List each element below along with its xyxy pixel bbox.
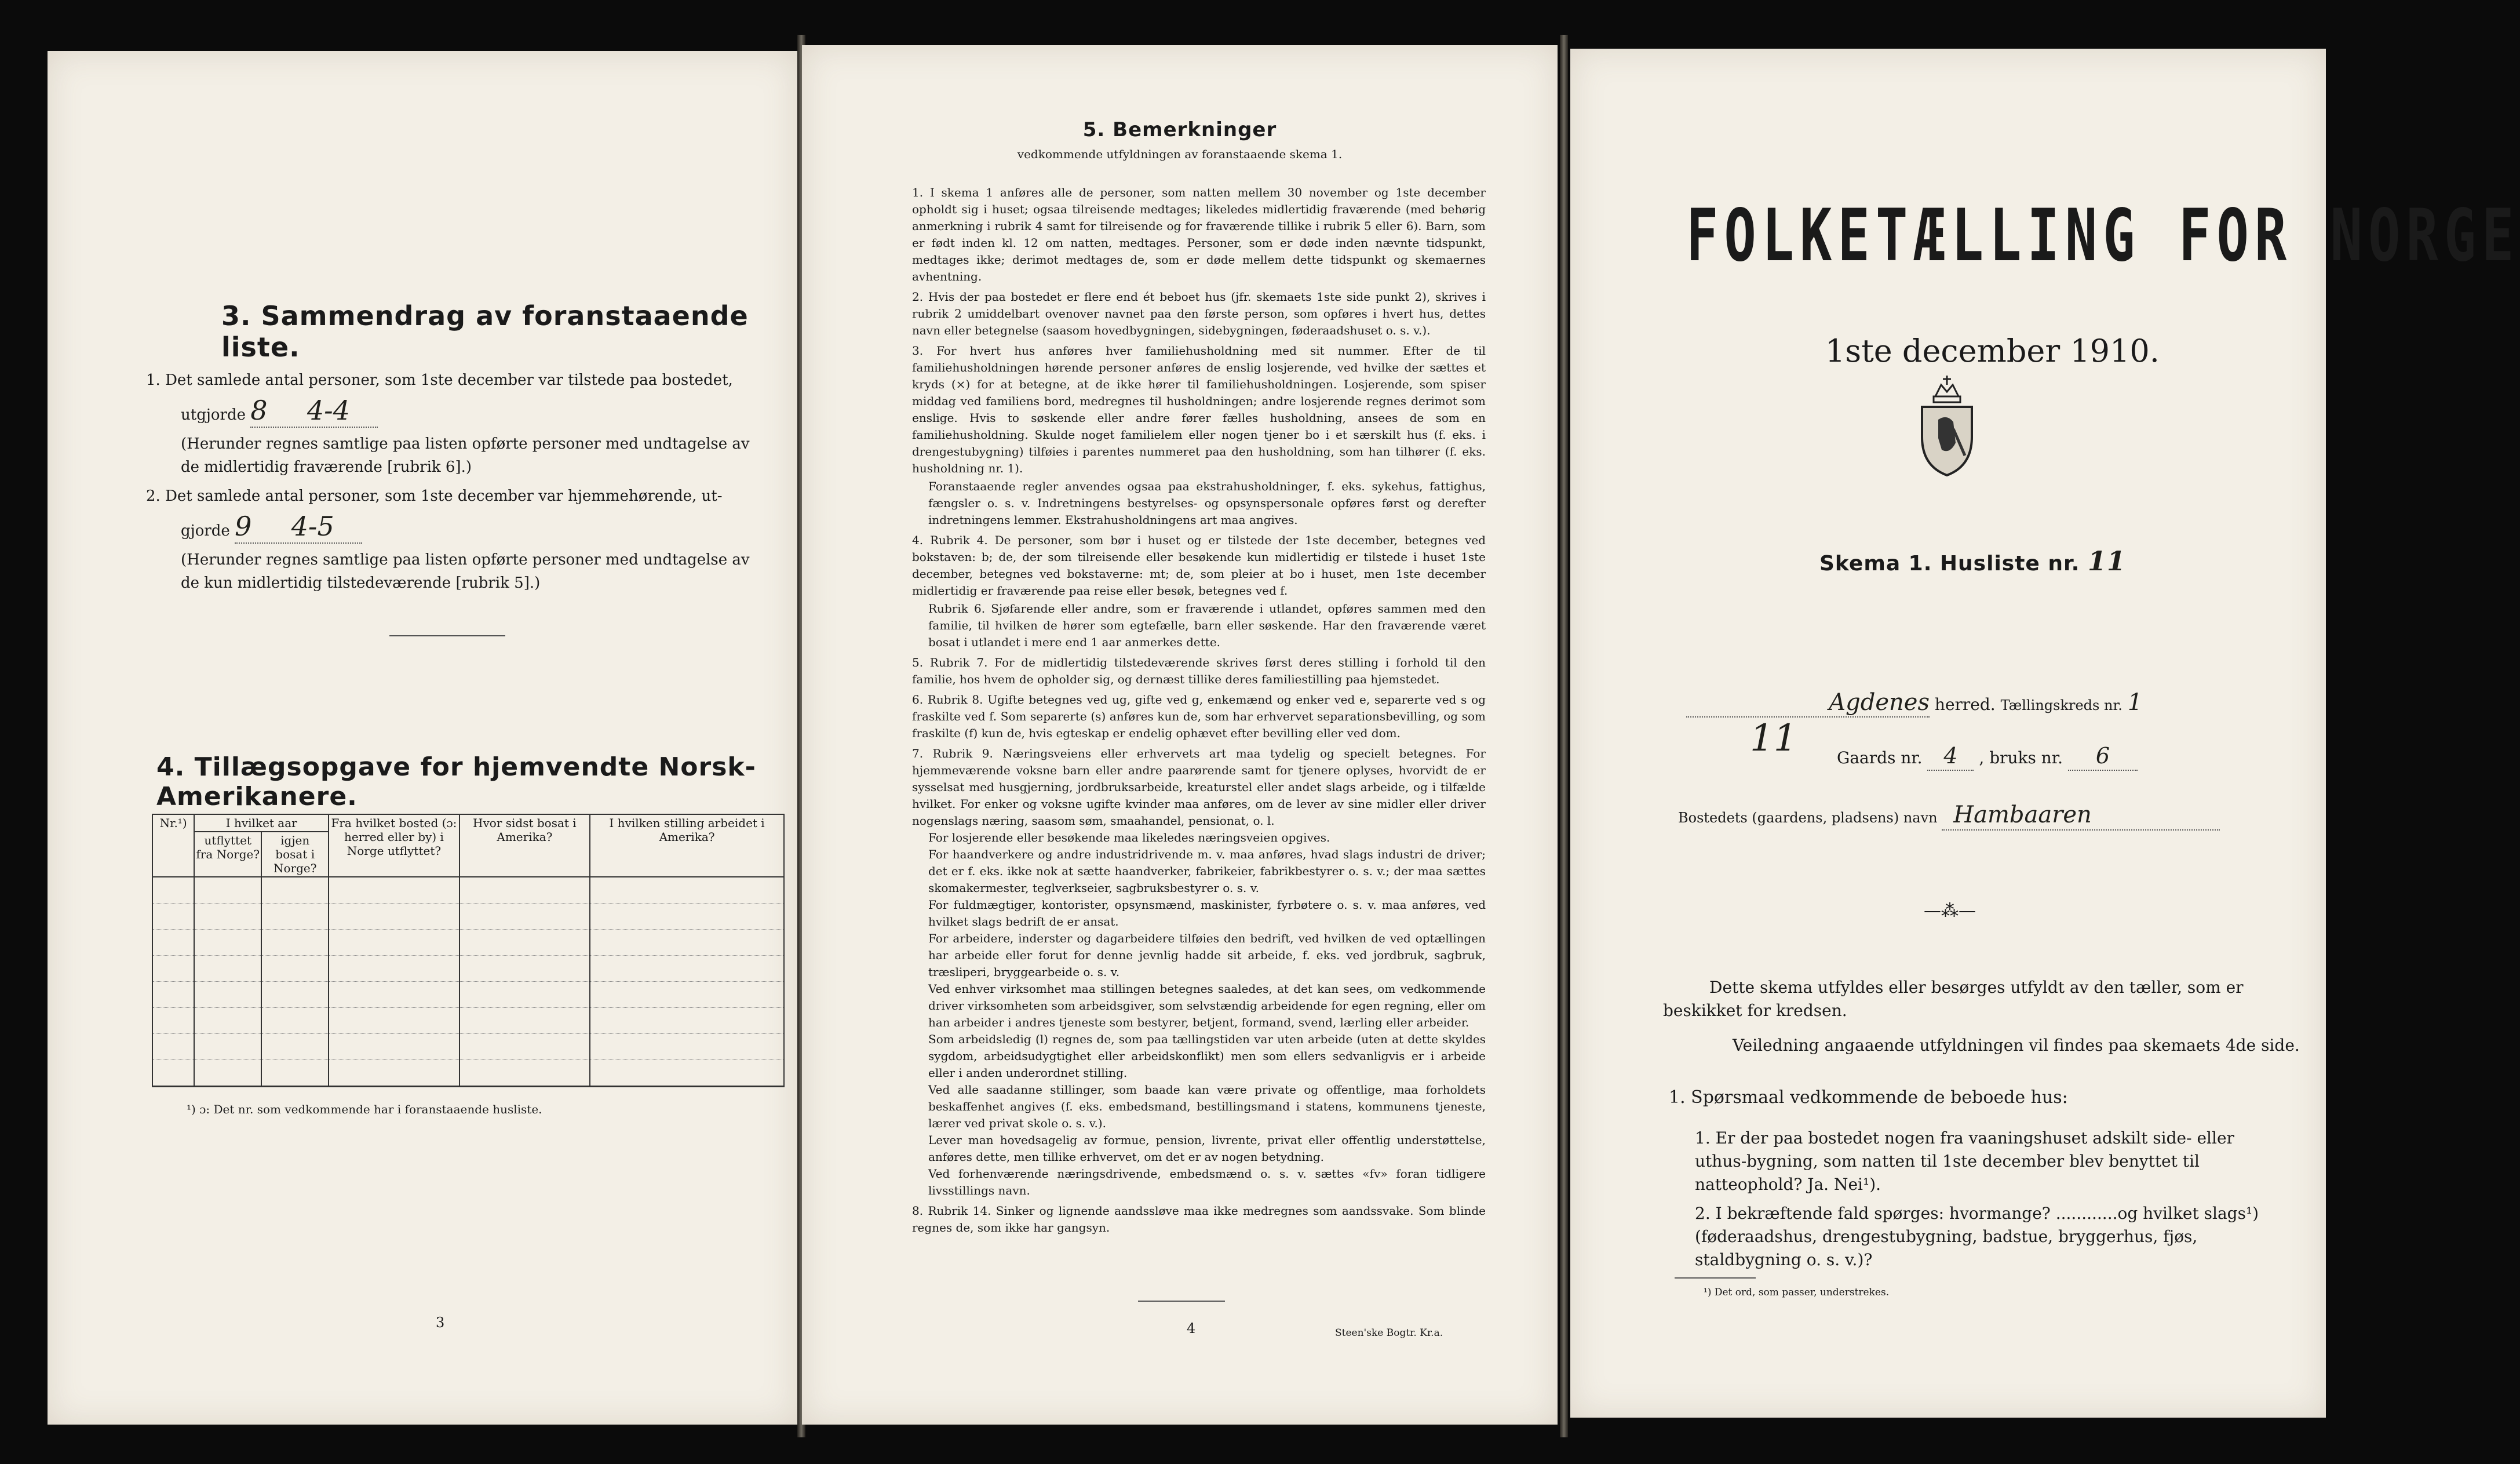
question-1: 1. Er der paa bostedet nogen fra vaaningshuset adskilt side- eller uthus-bygning, som natten til 1ste december blev benyttet til natteophold? Ja. Nei¹). — [1695, 1128, 2234, 1194]
divider — [389, 635, 505, 636]
item2-answer — [181, 511, 362, 544]
item2-value: 9 — [235, 511, 252, 542]
bruks-field[interactable] — [2068, 744, 2138, 771]
schema-label: Skema 1. Husliste nr. — [1819, 552, 2080, 576]
bosted-value: Hambaaren — [1953, 802, 2092, 828]
remark-paragraph: Ved forhenværende næringsdrivende, embedsmænd o. s. v. sættes «fv» foran tidligere livsstillings navn. — [928, 1167, 1486, 1197]
herred-field[interactable] — [1686, 691, 1930, 718]
item1-extra: 4-4 — [307, 395, 350, 426]
remark-paragraph: Foranstaaende regler anvendes ogsaa paa ekstrahusholdninger, f. eks. sykehus, fattighus, fængsler o. s. v. Indretningens bestyrelses- og opsynspersonale opføres først og derefter indretningens lemmer. Ekstrahusholdningens art maa angives. — [928, 479, 1486, 527]
col-bosted: Fra hvilket bosted (ɔ: herred eller by) i Norge utflyttet? — [329, 814, 459, 877]
remark-paragraph: Lever man hovedsagelig av formue, pension, livrente, privat eller offentlig understøttelse, anføres dette, men tillike erhvervet, om det er av nogen betydning. — [928, 1133, 1486, 1164]
coat-of-arms-icon — [1915, 373, 1979, 478]
remarks-text — [912, 184, 1486, 1236]
remark-paragraph: Ved alle saadanne stillinger, som baade kan være private og offentlige, maa forholdets beskaffenhet angives (f. eks. embedsmand, bestillingsmand i statens, kommunens tjeneste, lærer ved privat skole o. s. v.). — [928, 1083, 1486, 1130]
item1-value-field — [250, 395, 378, 428]
bosted-field[interactable] — [1942, 803, 2220, 831]
remark-paragraph: 1. I skema 1 anføres alle de personer, som natten mellem 30 november og 1ste december opholdt sig i huset; ogsaa tilreisende medtages; likeledes midlertidig fraværende (med behørig anmerkning i rubrik 4 samt for tilreisende og for fraværende tillike i rubrik 5 eller 6). Barn, som er født inden kl. 12 om natten, medtages. Personer, som er døde inden nævnte tidspunkt, medtages ikke; derimot medtages de, som er døde mellem dette tidspunkt og skemaernes avhentning. — [912, 185, 1486, 283]
remark-paragraph: Rubrik 6. Sjøfarende eller andre, som er fraværende i utlandet, opføres sammen med den familie, til hvilken de hører som egtefælle, barn eller søskende. Har den fraværende været bosat i utlandet i mere end 1 aar anmerkes dette. — [928, 602, 1486, 649]
bosted-line — [1678, 803, 2220, 831]
bosted-label: Bostedets (gaardens, pladsens) navn — [1678, 810, 1938, 826]
gaards-value: 4 — [1943, 743, 1958, 769]
table-row — [152, 956, 784, 982]
schema-line — [1819, 545, 2126, 577]
herred-value: Agdenes — [1829, 689, 1930, 716]
kreds-label: Tællingskreds nr. — [2000, 697, 2123, 713]
table-row — [152, 1060, 784, 1087]
question-2: 2. I bekræftende fald spørges: hvormange? ............og hvilket slags¹) (føderaadshus, drengestubygning, badstue, bryggerhus, fjøs, staldbygning o. s. v.)? — [1695, 1204, 2259, 1269]
remark-paragraph: Ved enhver virksomhet maa stillingen betegnes saaledes, at det kan sees, om vedkommende driver virksomheten som arbeidsgiver, som selvstændig arbeidende for egen regning, eller om han arbeider i andres tjeneste som bestyrer, betjent, formand, svend, lærling eller arbeider. — [928, 982, 1486, 1029]
item1-utgjorde-label: utgjorde — [181, 406, 246, 424]
margin-mark: 11 — [1750, 717, 1797, 760]
col-igjen: igjen bosat i Norge? — [261, 832, 329, 877]
table-row — [152, 982, 784, 1008]
intro-text: Dette skema utfyldes eller besørges utfyldt av den tæller, som er beskikket for kredsen. — [1663, 978, 2244, 1020]
remark-paragraph: For fuldmægtiger, kontorister, opsynsmænd, maskinister, fyrbøtere o. s. v. maa anføres, ved hvilket slags bedrift de er ansat. — [928, 898, 1486, 928]
middle-page-number: 4 — [1187, 1320, 1196, 1336]
table-row — [152, 1008, 784, 1034]
item2-value-field — [235, 511, 362, 544]
left-footnote: ¹) ɔ: Det nr. som vedkommende har i foranstaaende husliste. — [187, 1102, 542, 1116]
remarks-title: 5. Bemerkninger — [1082, 118, 1277, 141]
item1-text: 1. Det samlede antal personer, som 1ste december var tilstede paa bostedet, — [146, 372, 733, 389]
gaards-line — [1750, 717, 2138, 771]
table-row — [152, 904, 784, 930]
section3-title: 3. Sammendrag av foranstaaende liste. — [221, 300, 749, 363]
norsk-amerikanere-table — [152, 814, 785, 1087]
bruks-label: , bruks nr. — [1979, 748, 2063, 767]
item1-value: 8 — [250, 395, 268, 426]
ornament-icon: —⁂— — [1924, 901, 1976, 921]
col-year-group: I hvilket aar — [194, 814, 329, 832]
col-stilling: I hvilken stilling arbeidet i Amerika? — [590, 814, 784, 877]
kreds-value: 1 — [2127, 689, 2143, 716]
remark-paragraph: 8. Rubrik 14. Sinker og lignende aandssløve maa ikke medregnes som aandssvake. Som blinde regnes de, som ikke har gangsyn. — [912, 1204, 1486, 1234]
remarks-subtitle: vedkommende utfyldningen av foranstaaende skema 1. — [1017, 147, 1343, 161]
middle-page — [802, 45, 1558, 1425]
right-footnote: ¹) Det ord, som passer, understrekes. — [1704, 1287, 1890, 1298]
question-title: 1. Spørsmaal vedkommende de beboede hus: — [1669, 1087, 2068, 1108]
section4-title: 4. Tillægsopgave for hjemvendte Norsk-Amerikanere. — [156, 752, 756, 811]
table-row — [152, 1034, 784, 1060]
item1-note: (Herunder regnes samtlige paa listen opførte personer med undtagelse av de midlertidig fraværende [rubrik 6].) — [181, 435, 750, 476]
remark-paragraph: 3. For hvert hus anføres hver familiehusholdning med sit nummer. Efter de til familiehusholdningen hørende personer anføres de enslig losjerende, ved hvilke der sættes et kryds (×) for at betegne, at de ikke hører til familiehusholdningen. Losjerende, som spiser middag ved familiens bord, medregnes til husholdningen; andre losjerende regnes derimot som enslige. Hvis to søskende eller andre fører fælles husholdning, ansees de som en familiehusholdning. Skulde noget familielem eller nogen tjener bo i et særskilt hus (f. eks. i drengestubygning) tilføies i parentes nummeret paa den husholdning, som han tilhører (f. eks. husholdning nr. 1). — [912, 344, 1486, 475]
item2-note: (Herunder regnes samtlige paa listen opførte personer med undtagelse av de kun midlertidig tilstedeværende [rubrik 5].) — [181, 551, 750, 592]
main-title: FOLKETÆLLING FOR NORGE — [1686, 194, 2520, 278]
left-page — [48, 51, 797, 1425]
remark-paragraph: 7. Rubrik 9. Næringsveiens eller erhvervets art maa tydelig og specielt betegnes. For hjemmeværende voksne barn eller andre paarørende samt for tjenere oplyses, hvorvidt de er sysselsat med husgjerning, jordbruksarbeide, kreaturstel eller andet slags arbeide, og i tilfælde hvilket. For enker og voksne ugifte kvinder maa anføres, om de lever av sine midler eller driver nogenslags næring, saasom søm, smaahandel, pensionat, o. l. — [912, 746, 1486, 828]
gaards-field[interactable] — [1927, 744, 1974, 771]
spine-right — [1560, 35, 1568, 1437]
item2-utgjorde-label: gjorde — [181, 522, 230, 540]
right-page — [1570, 49, 2520, 1418]
table-row — [152, 930, 784, 956]
item2-text: 2. Det samlede antal personer, som 1ste december var hjemmehørende, ut- — [146, 487, 723, 505]
left-page-number: 3 — [436, 1314, 445, 1331]
bruks-value: 6 — [2095, 743, 2110, 769]
remark-paragraph: 2. Hvis der paa bostedet er flere end ét beboet hus (jfr. skemaets 1ste side punkt 2), skrives i rubrik 2 umiddelbart ovenover navnet paa den første person, som opføres i hvert hus, dettes navn eller betegnelse (saasom hovedbygningen, sidebygningen, føderaadshuset o. s. v.). — [912, 290, 1486, 337]
col-amerika: Hvor sidst bosat i Amerika? — [459, 814, 590, 877]
herred-line — [1686, 691, 2289, 718]
gaards-label: Gaards nr. — [1837, 748, 1923, 767]
col-nr: Nr.¹) — [152, 814, 194, 877]
intro-note: Veiledning angaaende utfyldningen vil findes paa skemaets 4de side. — [1733, 1036, 2300, 1055]
husliste-nr: 11 — [2087, 545, 2126, 577]
item1-answer — [181, 395, 378, 428]
remark-paragraph: 5. Rubrik 7. For de midlertidig tilstedeværende skrives først deres stilling i forhold til den familie, hos hvem de opholder sig, og dernæst tillike deres familiestilling paa hjemstedet. — [912, 655, 1486, 686]
remark-paragraph: For losjerende eller besøkende maa likeledes næringsveien opgives. — [928, 831, 1330, 844]
item2-extra: 4-5 — [291, 511, 334, 542]
remark-paragraph: Som arbeidsledig (l) regnes de, som paa tællingstiden var uten arbeide (uten at dette skyldes sygdom, arbeidsudygtighet eller arbeidskonflikt) men som ellers sedvanligvis er i arbeide eller i anden underordnet stilling. — [928, 1032, 1486, 1080]
remark-paragraph: For haandverkere og andre industridrivende m. v. maa anføres, hvad slags industri de driver; det er f. eks. ikke nok at sætte haandverker, fabrikeier, fabrikbestyrer o. s. v.; der maa sættes skomakermester, teglverkseier, sagbruksbestyrer o. s. v. — [928, 847, 1486, 895]
divider — [1675, 1277, 1756, 1279]
remark-paragraph: 6. Rubrik 8. Ugifte betegnes ved ug, gifte ved g, enkemænd og enker ved e, separerte ved s og fraskilte ved f. Som separerte (s) anføres kun de, som har erhvervet separationsbevilling, og som fraskilte (f) kun de, hvis egteskap er endelig ophævet efter bevilling eller ved dom. — [912, 693, 1486, 740]
census-date: 1ste december 1910. — [1825, 333, 2160, 369]
printer-credit: Steen'ske Bogtr. Kr.a. — [1335, 1327, 1443, 1339]
remark-paragraph: For arbeidere, inderster og dagarbeidere tilføies den bedrift, ved hvilken de ved optællingen har arbeide eller forut for denne jevnlig hadde sit arbeide, f. eks. ved jordbruk, sagbruk, træsliperi, bryggearbeide o. s. v. — [928, 931, 1486, 979]
divider — [1138, 1301, 1225, 1302]
col-utflyttet: utflyttet fra Norge? — [194, 832, 261, 877]
herred-label: herred. — [1934, 695, 1996, 714]
table-row — [152, 877, 784, 904]
remark-paragraph: 4. Rubrik 4. De personer, som bør i huset og er tilstede der 1ste december, betegnes ved bokstaven: b; de, der som tilreisende eller besøkende kun midlertidig er tilstede i huset 1ste december, betegnes ved bokstaverne: mt; de, som pleier at bo i huset, men 1ste december midlertidig er fraværende paa reise eller besøk, betegnes ved f. — [912, 533, 1486, 598]
